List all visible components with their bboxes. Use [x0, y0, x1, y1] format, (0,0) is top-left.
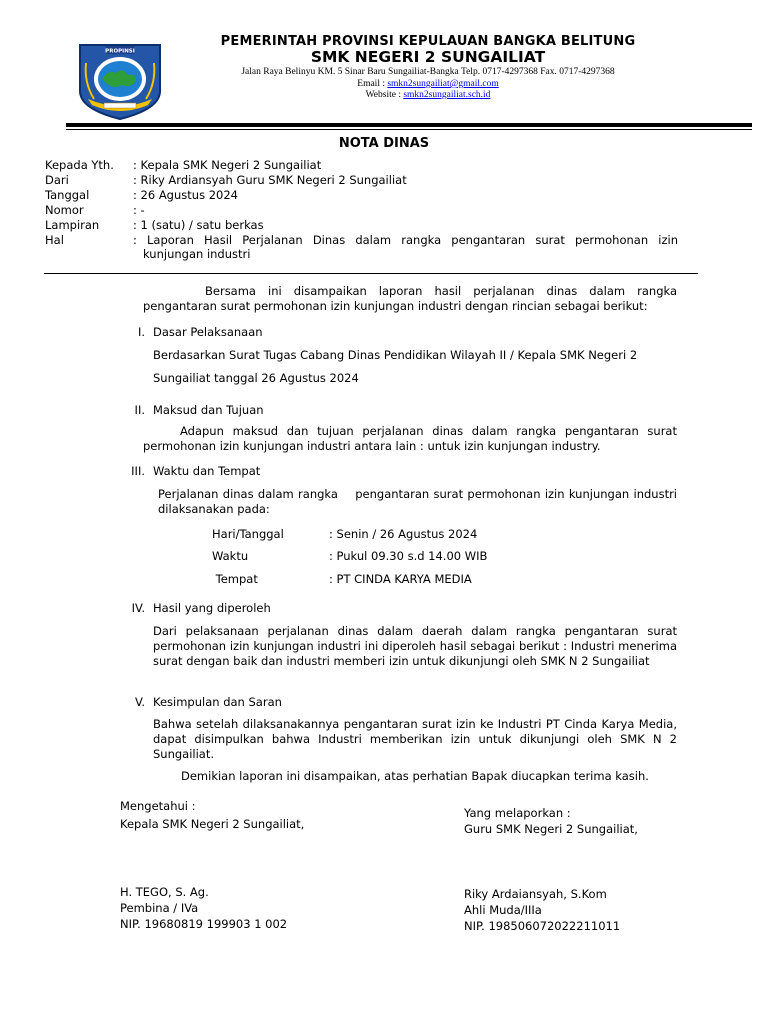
left-signatory	[120, 884, 287, 932]
detail-value-day: : Senin / 26 Agustus 2024	[329, 527, 478, 541]
field-key-number: Nomor	[45, 203, 84, 217]
field-value-recipient: : Kepala SMK Negeri 2 Sungailiat	[133, 158, 322, 172]
right-sign-role: Guru SMK Negeri 2 Sungailiat,	[464, 822, 638, 836]
intro-paragraph: Bersama ini disampaikan laporan hasil perjalanan dinas dalam rangka pengantaran surat permohonan izin kunjungan industri dengan rincian sebagai berikut:	[143, 284, 677, 313]
field-key-subject: Hal	[45, 233, 64, 247]
field-value-from: : Riky Ardiansyah Guru SMK Negeri 2 Sungailiat	[133, 173, 407, 187]
section-3-number: III.	[131, 464, 145, 478]
field-value-subject-cont: kunjungan industri	[143, 247, 251, 261]
field-key-attachment: Lampiran	[45, 218, 100, 232]
left-sign-rank: Pembina / IVa	[120, 901, 199, 915]
section-4-title: Hasil yang diperoleh	[153, 601, 271, 615]
section-1-line-1: Berdasarkan Surat Tugas Cabang Dinas Pendidikan Wilayah II / Kepala SMK Negeri 2	[153, 348, 638, 362]
detail-key-place: Tempat	[212, 572, 258, 586]
right-signature-block	[464, 805, 638, 837]
left-sign-nip: NIP. 19680819 199903 1 002	[120, 917, 288, 931]
header-divider	[44, 273, 698, 274]
field-key-recipient: Kepada Yth.	[45, 158, 114, 172]
school-address: Jalan Raya Belinyu KM. 5 Sinar Baru Sungailiat-Bangka Telp. 0717-4297368 Fax. 0717-4297368	[241, 67, 615, 77]
email-link[interactable]: smkn2sungailiat@gmail.com	[387, 79, 499, 89]
section-4-body: Dari pelaksanaan perjalanan dinas dalam daerah dalam rangka pengantaran surat permohonan izin kunjungan industri ini diperoleh hasil sebagai berikut : Industri menerima surat dengan baik dan industri memberi izin untuk dikunjungi oleh SMK N 2 Sungailiat	[153, 624, 677, 668]
field-key-date: Tanggal	[45, 188, 90, 202]
school-name: SMK NEGERI 2 SUNGAILIAT	[310, 48, 546, 66]
website-line	[175, 89, 681, 101]
email-label: Email :	[357, 79, 388, 89]
logo-text: PROPINSI	[105, 48, 135, 55]
left-sign-label: Mengetahui :	[120, 799, 196, 813]
section-2-number: II.	[134, 403, 145, 417]
section-2-title: Maksud dan Tujuan	[153, 403, 264, 417]
letterhead-rule-thick	[66, 123, 752, 127]
website-label: Website :	[365, 90, 404, 100]
closing-statement: Demikian laporan ini disampaikan, atas perhatian Bapak diucapkan terima kasih.	[181, 769, 649, 783]
detail-value-time: : Pukul 09.30 s.d 14.00 WIB	[329, 549, 488, 563]
government-name: PEMERINTAH PROVINSI KEPULAUAN BANGKA BELITUNG	[220, 34, 636, 49]
detail-value-place: : PT CINDA KARYA MEDIA	[329, 572, 472, 586]
left-sign-name: H. TEGO, S. Ag.	[120, 885, 209, 899]
right-sign-nip: NIP. 198506072022211011	[464, 919, 621, 933]
website-link[interactable]: smkn2sungailiat.sch.id	[403, 90, 491, 100]
right-sign-label: Yang melaporkan :	[464, 806, 571, 820]
right-signatory	[464, 886, 620, 934]
left-sign-role: Kepala SMK Negeri 2 Sungailiat,	[120, 817, 305, 831]
section-1-number: I.	[137, 325, 145, 339]
section-5-body: Bahwa setelah dilaksanakannya pengantaran surat izin ke Industri PT Cinda Karya Media, dapat disimpulkan bahwa Industri memberikan izin untuk dikunjungi oleh SMK N 2 Sungailiat.	[153, 717, 677, 761]
field-value-attachment: : 1 (satu) / satu berkas	[133, 218, 264, 232]
section-3-body: Perjalanan dinas dalam rangka pengantaran surat permohonan izin kunjungan industri dilaksanakan pada:	[158, 487, 681, 516]
section-1-line-2: Sungailiat tanggal 26 Agustus 2024	[153, 371, 359, 385]
section-4-number: IV.	[131, 601, 145, 615]
field-value-number: : -	[133, 203, 145, 217]
section-3-title: Waktu dan Tempat	[153, 464, 261, 478]
detail-key-time: Waktu	[212, 549, 249, 563]
section-1-title: Dasar Pelaksanaan	[153, 325, 263, 339]
letterhead-rule-thin	[66, 129, 752, 130]
document-title: NOTA DINAS	[338, 136, 430, 151]
field-key-from: Dari	[45, 173, 69, 187]
province-logo	[76, 43, 164, 121]
right-sign-name: Riky Ardaiansyah, S.Kom	[464, 887, 607, 901]
section-5-title: Kesimpulan dan Saran	[153, 695, 282, 709]
field-value-subject: : Laporan Hasil Perjalanan Dinas dalam rangka pengantaran surat permohonan izin	[133, 233, 678, 247]
left-signature-block	[120, 798, 304, 832]
section-5-number: V.	[134, 695, 145, 709]
field-value-date: : 26 Agustus 2024	[133, 188, 238, 202]
section-2-body: Adapun maksud dan tujuan perjalanan dinas dalam rangka pengantaran surat permohonan izin kunjungan industri antara lain : untuk izin kunjungan industry.	[143, 424, 677, 453]
detail-key-day: Hari/Tanggal	[212, 527, 284, 541]
right-sign-rank: Ahli Muda/IIIa	[464, 903, 542, 917]
